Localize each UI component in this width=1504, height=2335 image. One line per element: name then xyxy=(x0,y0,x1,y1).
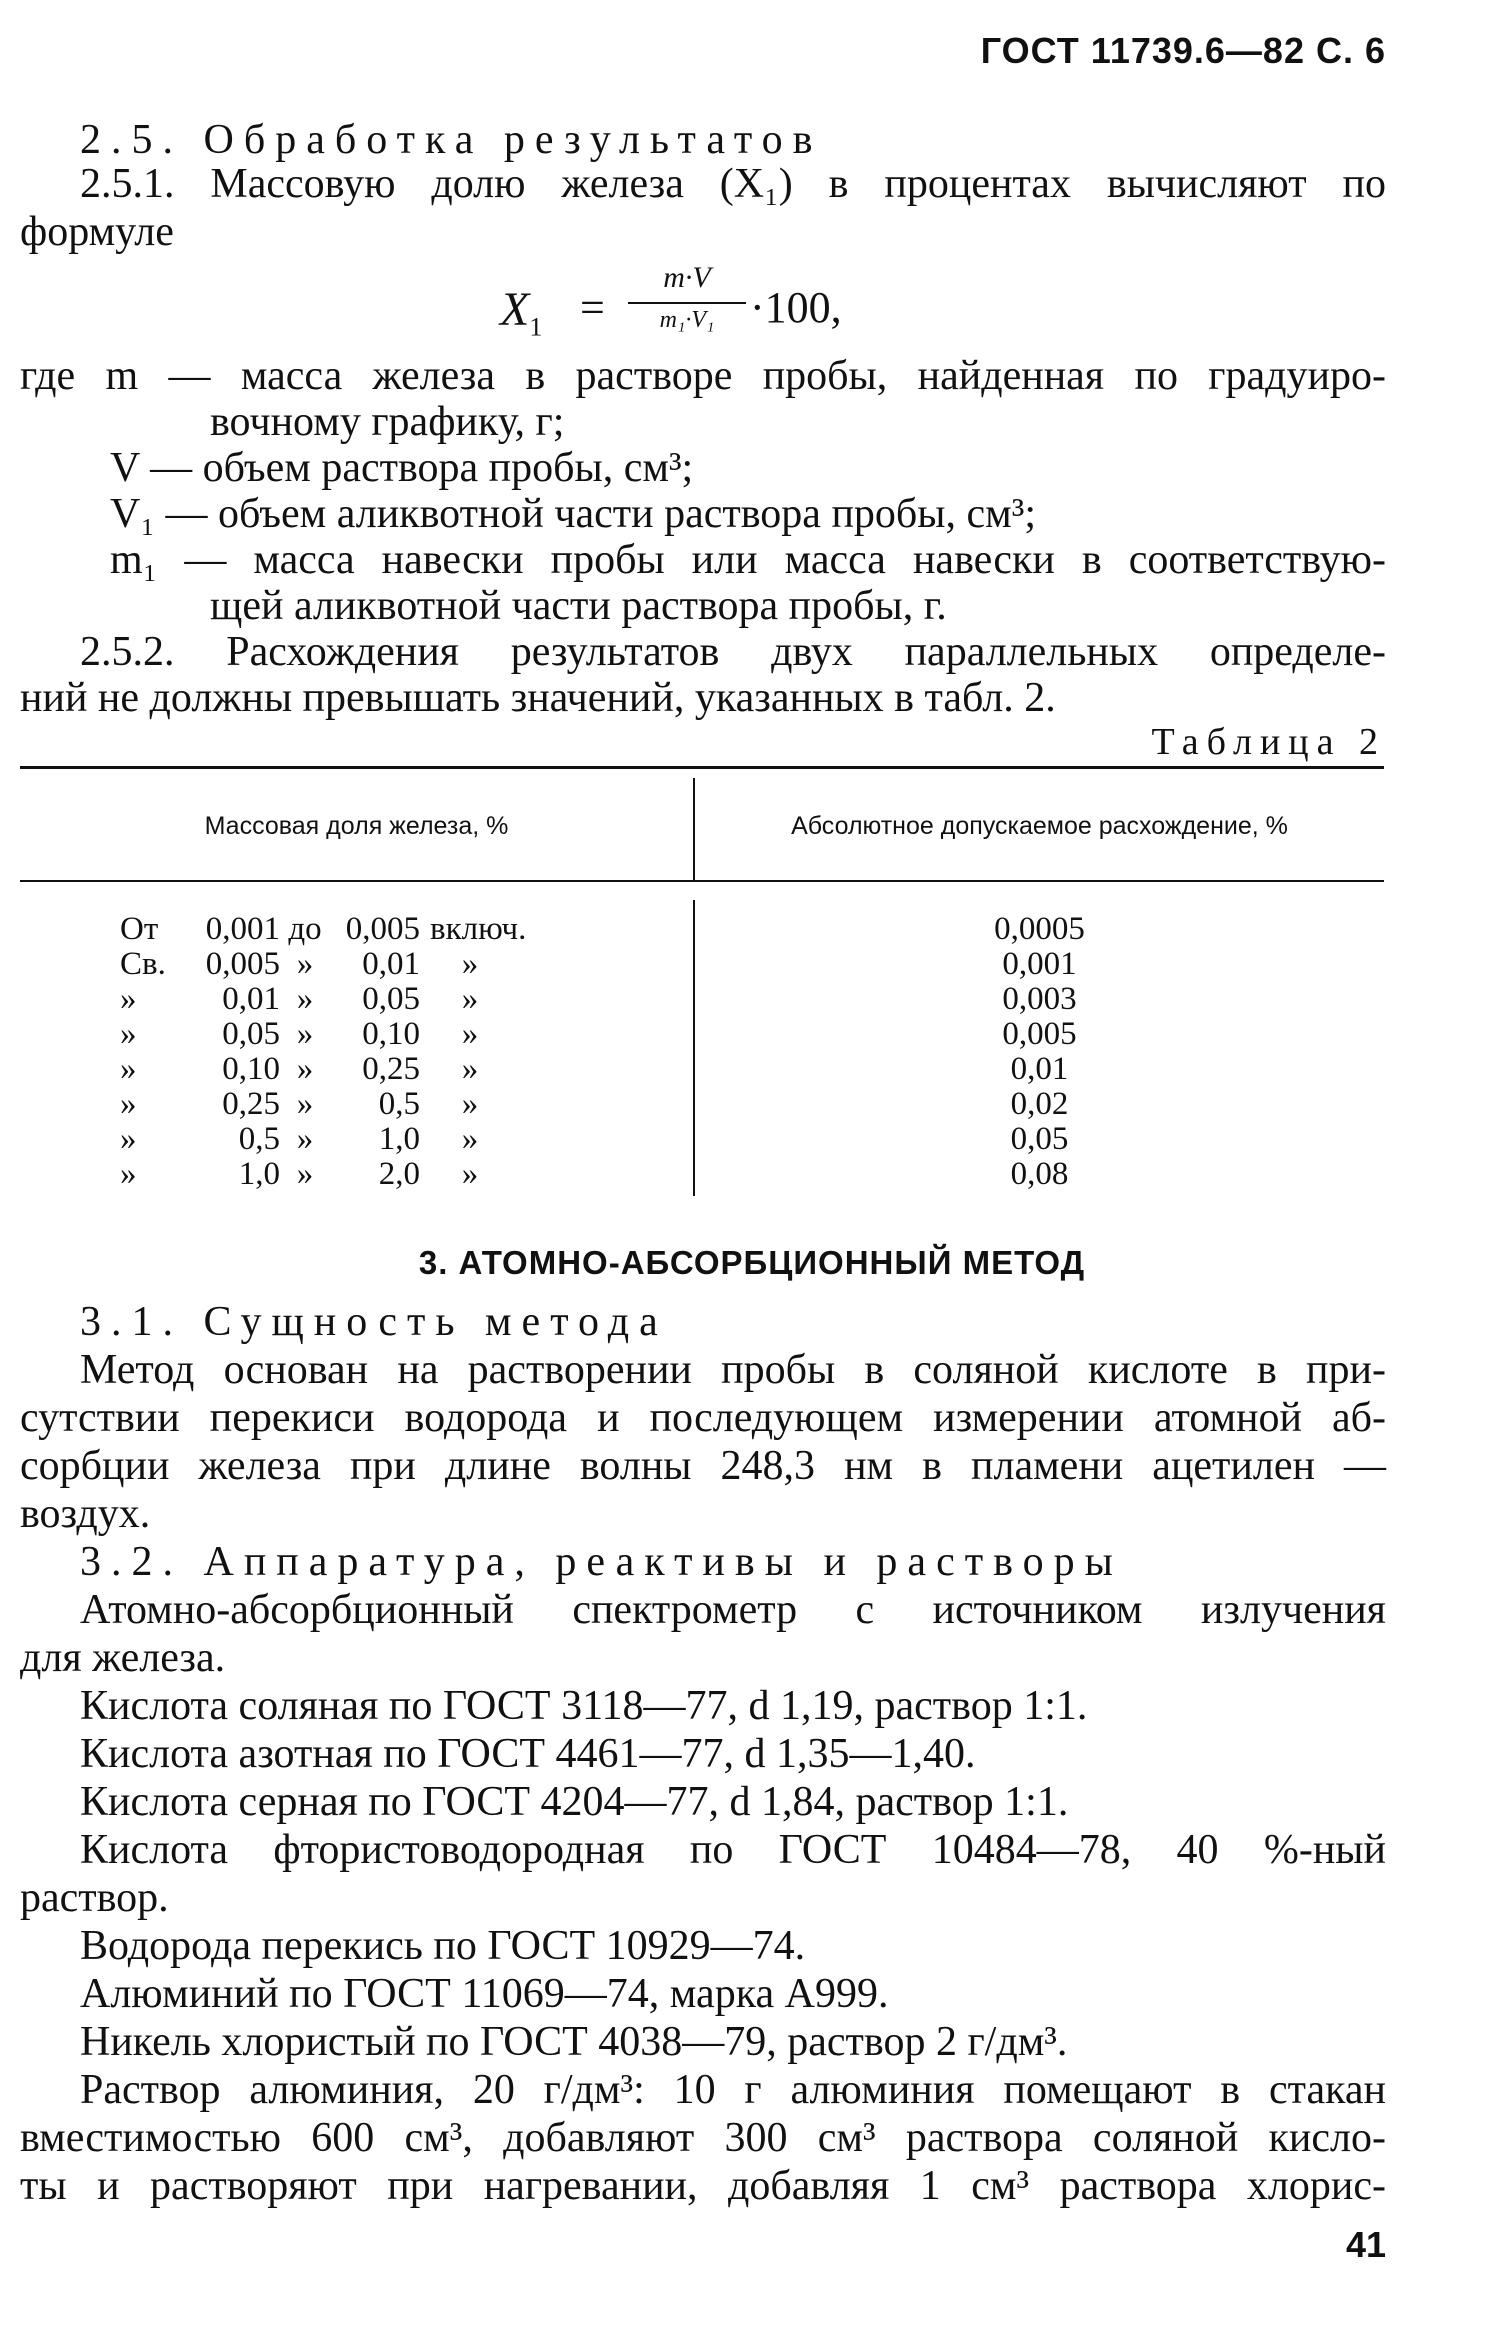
formula-lhs: $X_1$ xyxy=(500,283,543,342)
table-cell-to: 0,10 xyxy=(362,1016,420,1052)
table-cell-value: 0,01 xyxy=(1010,1051,1069,1087)
table-cell-from: 0,005 xyxy=(205,946,280,982)
table-cell-from: 0,05 xyxy=(222,1016,280,1052)
section-3-2-title: 3.2. Аппаратура, реактивы и растворы xyxy=(80,1539,1123,1585)
table-cell-value: 0,003 xyxy=(1002,981,1077,1017)
paragraph-3-2-line: Кислота серная по ГОСТ 4204—77, d 1,84, раствор 1:1. xyxy=(80,1779,1069,1825)
where-line: V₁ — объем аликвотной части раствора пробы, см³; xyxy=(110,491,1036,537)
where-line: вочному графику, г; xyxy=(210,399,565,445)
table-cell-from: 0,25 xyxy=(222,1086,280,1122)
table-cell-suffix: » xyxy=(461,1156,479,1192)
formula-numerator: m·V xyxy=(663,261,711,294)
where-line: m₁ — масса навески пробы или масса навески в соответствую- xyxy=(110,537,1386,583)
paragraph-3-2-line: Кислота фтористоводородная по ГОСТ 10484—78, 40 %-ный xyxy=(80,1827,1386,1873)
table-cell-from: 1,0 xyxy=(238,1156,280,1192)
table-cell-from: 0,5 xyxy=(238,1121,280,1157)
table-cell-from: 0,01 xyxy=(222,981,280,1017)
paragraph-3-2-line: ты и растворяют при нагревании, добавляя 1 см³ раствора хлорис- xyxy=(20,2163,1386,2209)
section-3-title: 3. АТОМНО-АБСОРБЦИОННЫЙ МЕТОД xyxy=(418,1244,1086,1281)
table-col1-header: Массовая доля железа, % xyxy=(204,812,509,840)
paragraph-3-1-line: воздух. xyxy=(20,1491,151,1537)
paragraph-3-2-line: Кислота азотная по ГОСТ 4461—77, d 1,35—1,40. xyxy=(80,1731,976,1777)
table-caption: Таблица 2 xyxy=(1151,721,1386,763)
table-cell-to-word: » xyxy=(296,1051,314,1087)
table-cell-value: 0,08 xyxy=(1010,1156,1069,1192)
table-cell-to-word: » xyxy=(296,1016,314,1052)
table-cell-from: 0,10 xyxy=(222,1051,280,1087)
paragraph-3-2-line: Никель хлористый по ГОСТ 4038—79, раствор 2 г/дм³. xyxy=(80,2019,1068,2065)
table-cell-to: 2,0 xyxy=(378,1156,420,1192)
table-cell-prefix: » xyxy=(120,1016,137,1052)
paragraph-3-2-line: вместимостью 600 см³, добавляют 300 см³ раствора соляной кисло- xyxy=(20,2115,1386,2161)
table-cell-suffix: » xyxy=(461,1016,479,1052)
paragraph-2-5-1-line: 2.5.1. Массовую долю железа (X₁) в процентах вычисляют по xyxy=(80,161,1386,207)
table-cell-to: 0,005 xyxy=(345,911,420,947)
table-cell-to-word: » xyxy=(296,1156,314,1192)
paragraph-2-5-1-line: формуле xyxy=(20,209,174,255)
paragraph-3-1-line: сутствии перекиси водорода и последующем измерении атомной аб- xyxy=(20,1395,1386,1441)
table-cell-to: 0,25 xyxy=(362,1051,420,1087)
table-cell-suffix: » xyxy=(461,981,479,1017)
where-line: V — объем раствора пробы, см³; xyxy=(110,445,694,491)
table-cell-value: 0,02 xyxy=(1010,1086,1069,1122)
table-cell-prefix: » xyxy=(120,1086,137,1122)
paragraph-3-2-line: Кислота соляная по ГОСТ 3118—77, d 1,19, раствор 1:1. xyxy=(80,1683,1088,1729)
table-cell-value: 0,005 xyxy=(1002,1016,1077,1052)
table-cell-to-word: » xyxy=(296,946,314,982)
table-cell-prefix: » xyxy=(120,1121,137,1157)
table-cell-prefix: » xyxy=(120,981,137,1017)
where-line: щей аликвотной части раствора пробы, г. xyxy=(210,583,947,629)
table-top-rule xyxy=(20,766,1384,769)
table-cell-suffix: » xyxy=(461,1121,479,1157)
where-line: где m — масса железа в растворе пробы, найденная по градуиро- xyxy=(20,353,1386,399)
table-col2-header: Абсолютное допускаемое расхождение, % xyxy=(791,812,1288,840)
formula-multiplier: ·100, xyxy=(750,283,842,332)
page-number: 41 xyxy=(1345,2224,1386,2265)
table-cell-suffix: » xyxy=(461,1051,479,1087)
table-cell-value: 0,0005 xyxy=(994,911,1085,947)
paragraph-3-2-line: для железа. xyxy=(20,1635,226,1681)
table-cell-to: 0,01 xyxy=(362,946,420,982)
formula-equals: = xyxy=(580,283,605,332)
table-cell-suffix: » xyxy=(461,1086,479,1122)
paragraph-3-2-line: Водорода перекись по ГОСТ 10929—74. xyxy=(80,1923,806,1969)
table-cell-to: 1,0 xyxy=(378,1121,420,1157)
paragraph-3-2-line: Алюминий по ГОСТ 11069—74, марка А999. xyxy=(80,1971,889,2017)
table-cell-suffix: » xyxy=(461,946,479,982)
section-3-1-title: 3.1. Сущность метода xyxy=(80,1299,668,1345)
table-cell-value: 0,05 xyxy=(1010,1121,1069,1157)
table-cell-to-word: » xyxy=(296,1086,314,1122)
table-cell-to-word: до xyxy=(288,911,322,947)
table-cell-prefix: » xyxy=(120,1051,137,1087)
table-cell-suffix: включ. xyxy=(430,911,527,947)
table-header-rule xyxy=(20,880,1384,882)
table-cell-prefix: » xyxy=(120,1156,137,1192)
table-cell-prefix: От xyxy=(120,911,159,947)
paragraph-3-1-line: Метод основан на растворении пробы в соляной кислоте в при- xyxy=(80,1347,1386,1393)
gost-header: ГОСТ 11739.6—82 С. 6 xyxy=(980,30,1386,71)
table-cell-to: 0,5 xyxy=(378,1086,420,1122)
section-2-5-title: 2.5. Обработка результатов xyxy=(80,117,823,163)
table-cell-prefix: Св. xyxy=(120,946,166,982)
table-cell-to-word: » xyxy=(296,1121,314,1157)
paragraph-3-1-line: сорбции железа при длине волны 248,3 нм в пламени ацетилен — xyxy=(20,1443,1386,1489)
paragraph-3-2-line: раствор. xyxy=(20,1875,169,1921)
paragraph-3-2-line: Атомно-абсорбционный спектрометр с источником излучения xyxy=(80,1587,1386,1633)
formula-denominator: m₁·V₁ xyxy=(659,307,715,333)
paragraph-2-5-2-line: 2.5.2. Расхождения результатов двух параллельных определе- xyxy=(80,629,1386,675)
table-cell-to-word: » xyxy=(296,981,314,1017)
formula-fraction xyxy=(628,260,746,334)
fraction-bar xyxy=(628,302,746,304)
table-cell-from: 0,001 xyxy=(205,911,280,947)
paragraph-3-2-line: Раствор алюминия, 20 г/дм³: 10 г алюминия помещают в стакан xyxy=(80,2067,1386,2113)
table-cell-to: 0,05 xyxy=(362,981,420,1017)
table-cell-value: 0,001 xyxy=(1002,946,1077,982)
paragraph-2-5-2-line: ний не должны превышать значений, указанных в табл. 2. xyxy=(20,675,1056,721)
